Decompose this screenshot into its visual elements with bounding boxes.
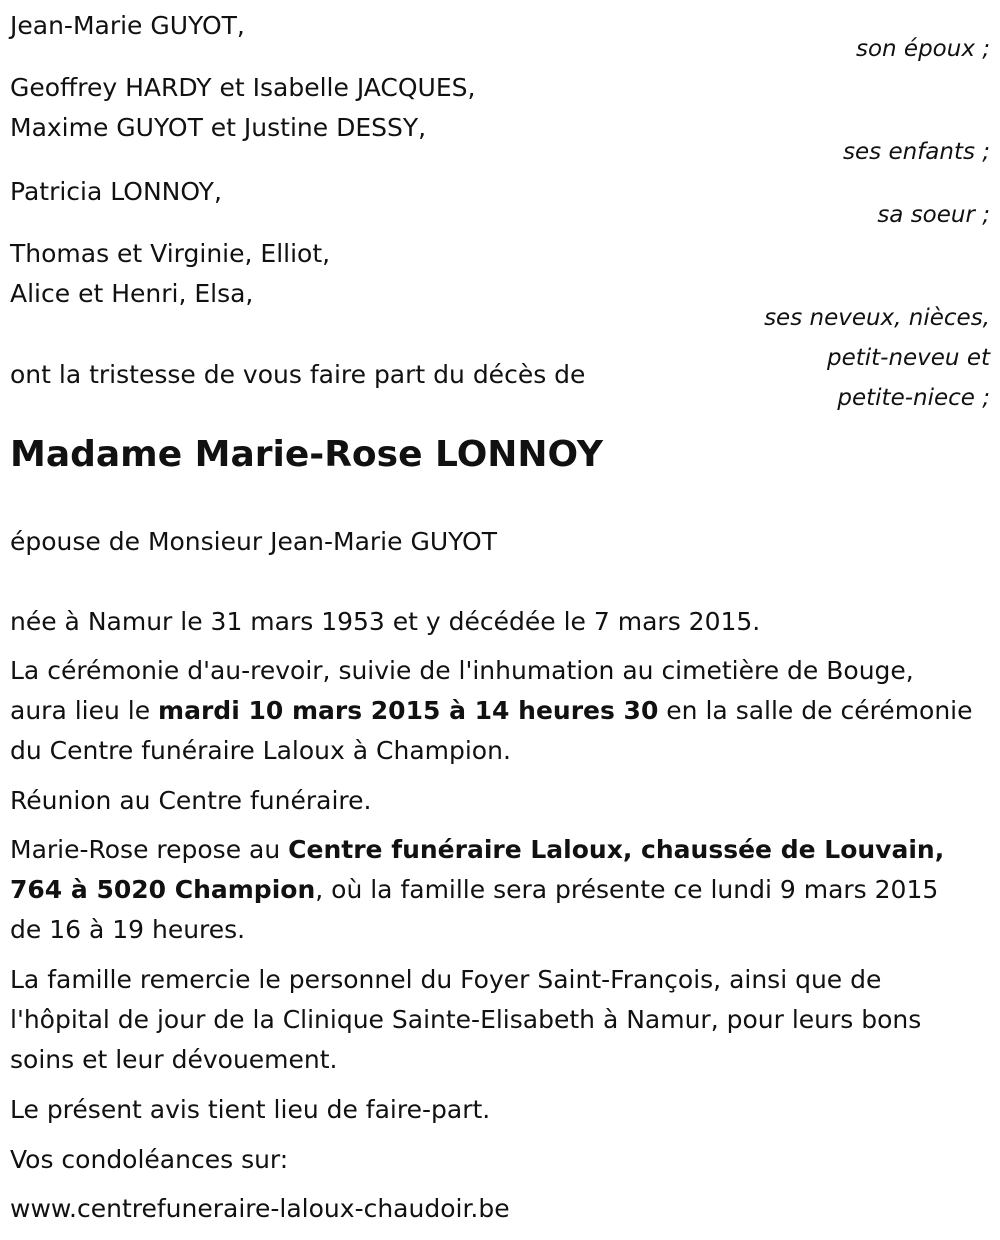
reunion-line: Réunion au Centre funéraire. xyxy=(10,786,372,815)
condolences-label: Vos condoléances sur: xyxy=(10,1145,289,1174)
husband-relation: son époux ; xyxy=(855,36,990,62)
deceased-name: Madame Marie-Rose LONNOY xyxy=(10,434,603,475)
nephews-relation-line-2: petit-neveu et xyxy=(826,345,990,371)
condolences-url[interactable] xyxy=(10,1189,510,1229)
thanks-line-1: La famille remercie le personnel du Foyer Saint-François, ainsi que de xyxy=(10,965,882,994)
ceremony-prefix: aura lieu le xyxy=(10,696,159,725)
ceremony-line-1: La cérémonie d'au-revoir, suivie de l'inhumation au cimetière de Bouge, xyxy=(10,656,914,685)
ceremony-line-3: du Centre funéraire Laloux à Champion. xyxy=(10,736,511,765)
child-line-2: Maxime GUYOT et Justine DESSY, xyxy=(10,113,427,142)
birth-death-line: née à Namur le 31 mars 1953 et y décédée le 7 mars 2015. xyxy=(10,607,761,636)
notice-line: Le présent avis tient lieu de faire-part. xyxy=(10,1095,491,1124)
child-line-1: Geoffrey HARDY et Isabelle JACQUES, xyxy=(10,73,476,102)
condolences-link[interactable]: www.centrefuneraire-laloux-chaudoir.be xyxy=(10,1194,510,1223)
repose-line-3: de 16 à 19 heures. xyxy=(10,915,246,944)
thanks-line-2: l'hôpital de jour de la Clinique Sainte-Elisabeth à Namur, pour leurs bons xyxy=(10,1005,922,1034)
nephew-line-1: Thomas et Virginie, Elliot, xyxy=(10,239,331,268)
ceremony-line-2 xyxy=(10,691,973,731)
repose-line-2 xyxy=(10,870,938,910)
thanks-line-3: soins et leur dévouement. xyxy=(10,1045,338,1074)
repose-line-1 xyxy=(10,830,944,870)
ceremony-suffix: en la salle de cérémonie xyxy=(658,696,973,725)
sister-name: Patricia LONNOY, xyxy=(10,177,222,206)
husband-name: Jean-Marie GUYOT, xyxy=(10,11,245,40)
nephews-relation-line-1: ses neveux, nièces, xyxy=(764,305,990,331)
sister-relation: sa soeur ; xyxy=(877,202,990,228)
repose-prefix: Marie-Rose repose au xyxy=(10,835,289,864)
announcement: ont la tristesse de vous faire part du décès de xyxy=(10,360,586,389)
repose-address-2: 764 à 5020 Champion xyxy=(10,875,316,904)
nephew-line-2: Alice et Henri, Elsa, xyxy=(10,279,254,308)
repose-suffix: , où la famille sera présente ce lundi 9 mars 2015 xyxy=(315,875,939,904)
repose-address-1: Centre funéraire Laloux, chaussée de Louvain, xyxy=(288,835,945,864)
spouse-line: épouse de Monsieur Jean-Marie GUYOT xyxy=(10,527,497,556)
nephews-relation-line-3: petite-niece ; xyxy=(837,385,990,411)
children-relation: ses enfants ; xyxy=(843,139,990,165)
ceremony-date: mardi 10 mars 2015 à 14 heures 30 xyxy=(158,696,659,725)
